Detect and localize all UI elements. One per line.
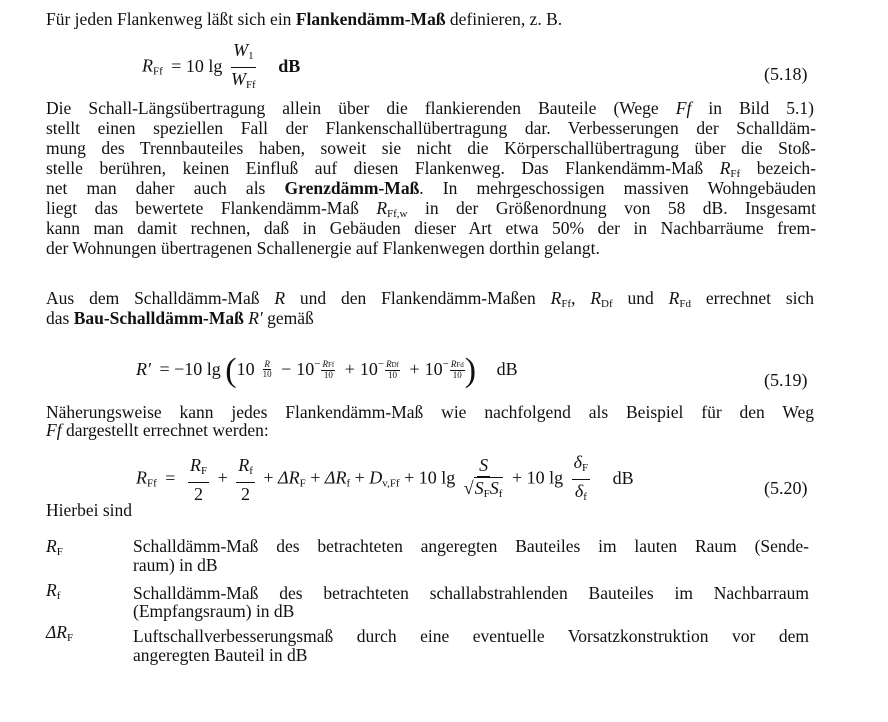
eq-operator: = 10 lg xyxy=(171,55,223,76)
term-flankendaemm-mass: Flankendämm-Maß xyxy=(295,9,446,29)
intro-line xyxy=(46,9,666,30)
fraction-w1-wff: $\frac{W_1}{W_{Ff}}$ xyxy=(230,40,256,91)
equation-number-5-18: (5.18) xyxy=(764,64,808,84)
intro-text-end: definieren, z. B. xyxy=(445,9,563,29)
definitions-intro: Hierbei sind xyxy=(46,500,133,520)
unit-db: dB xyxy=(612,467,634,488)
equation-5-18: $R_{Ff} = 10$ lg $\frac{W_1}{W_{Ff}}$ dB xyxy=(142,40,300,95)
term-grenzdaemm-mass: Grenzdämm-Maß xyxy=(284,178,420,198)
unit-db: dB xyxy=(278,55,301,76)
term-bau-schalldaemm-mass: Bau-Schalldämm-Maß xyxy=(73,308,244,328)
equation-5-20: $R_{Ff}$ = $\frac{R_F}{2}$ + $\frac{R_f}{2}$ + $\Delta R_F + \Delta R_f + D_{v,Ff} + 10$ lg $\frac{S}{√S_FS_f}$ + 10 lg $\frac{\delta_F}{\delta_f}$ dB xyxy=(136,452,634,504)
equation-number-5-19: (5.19) xyxy=(764,370,808,390)
equation-5-19: R′ = −10 lg (10 $\frac{R}{10}$ − 10− $\frac{\text{RFf}}{10}$ + 10− $\frac{\text{RDf}}{10}$ + 10− $\frac{\text{RFd}}{10}$ ) dB xyxy=(136,352,518,389)
unit-db: dB xyxy=(496,359,518,379)
equation-number-5-20: (5.20) xyxy=(764,478,808,498)
intro-text: Für jeden Flankenweg läßt sich ein xyxy=(46,9,296,29)
